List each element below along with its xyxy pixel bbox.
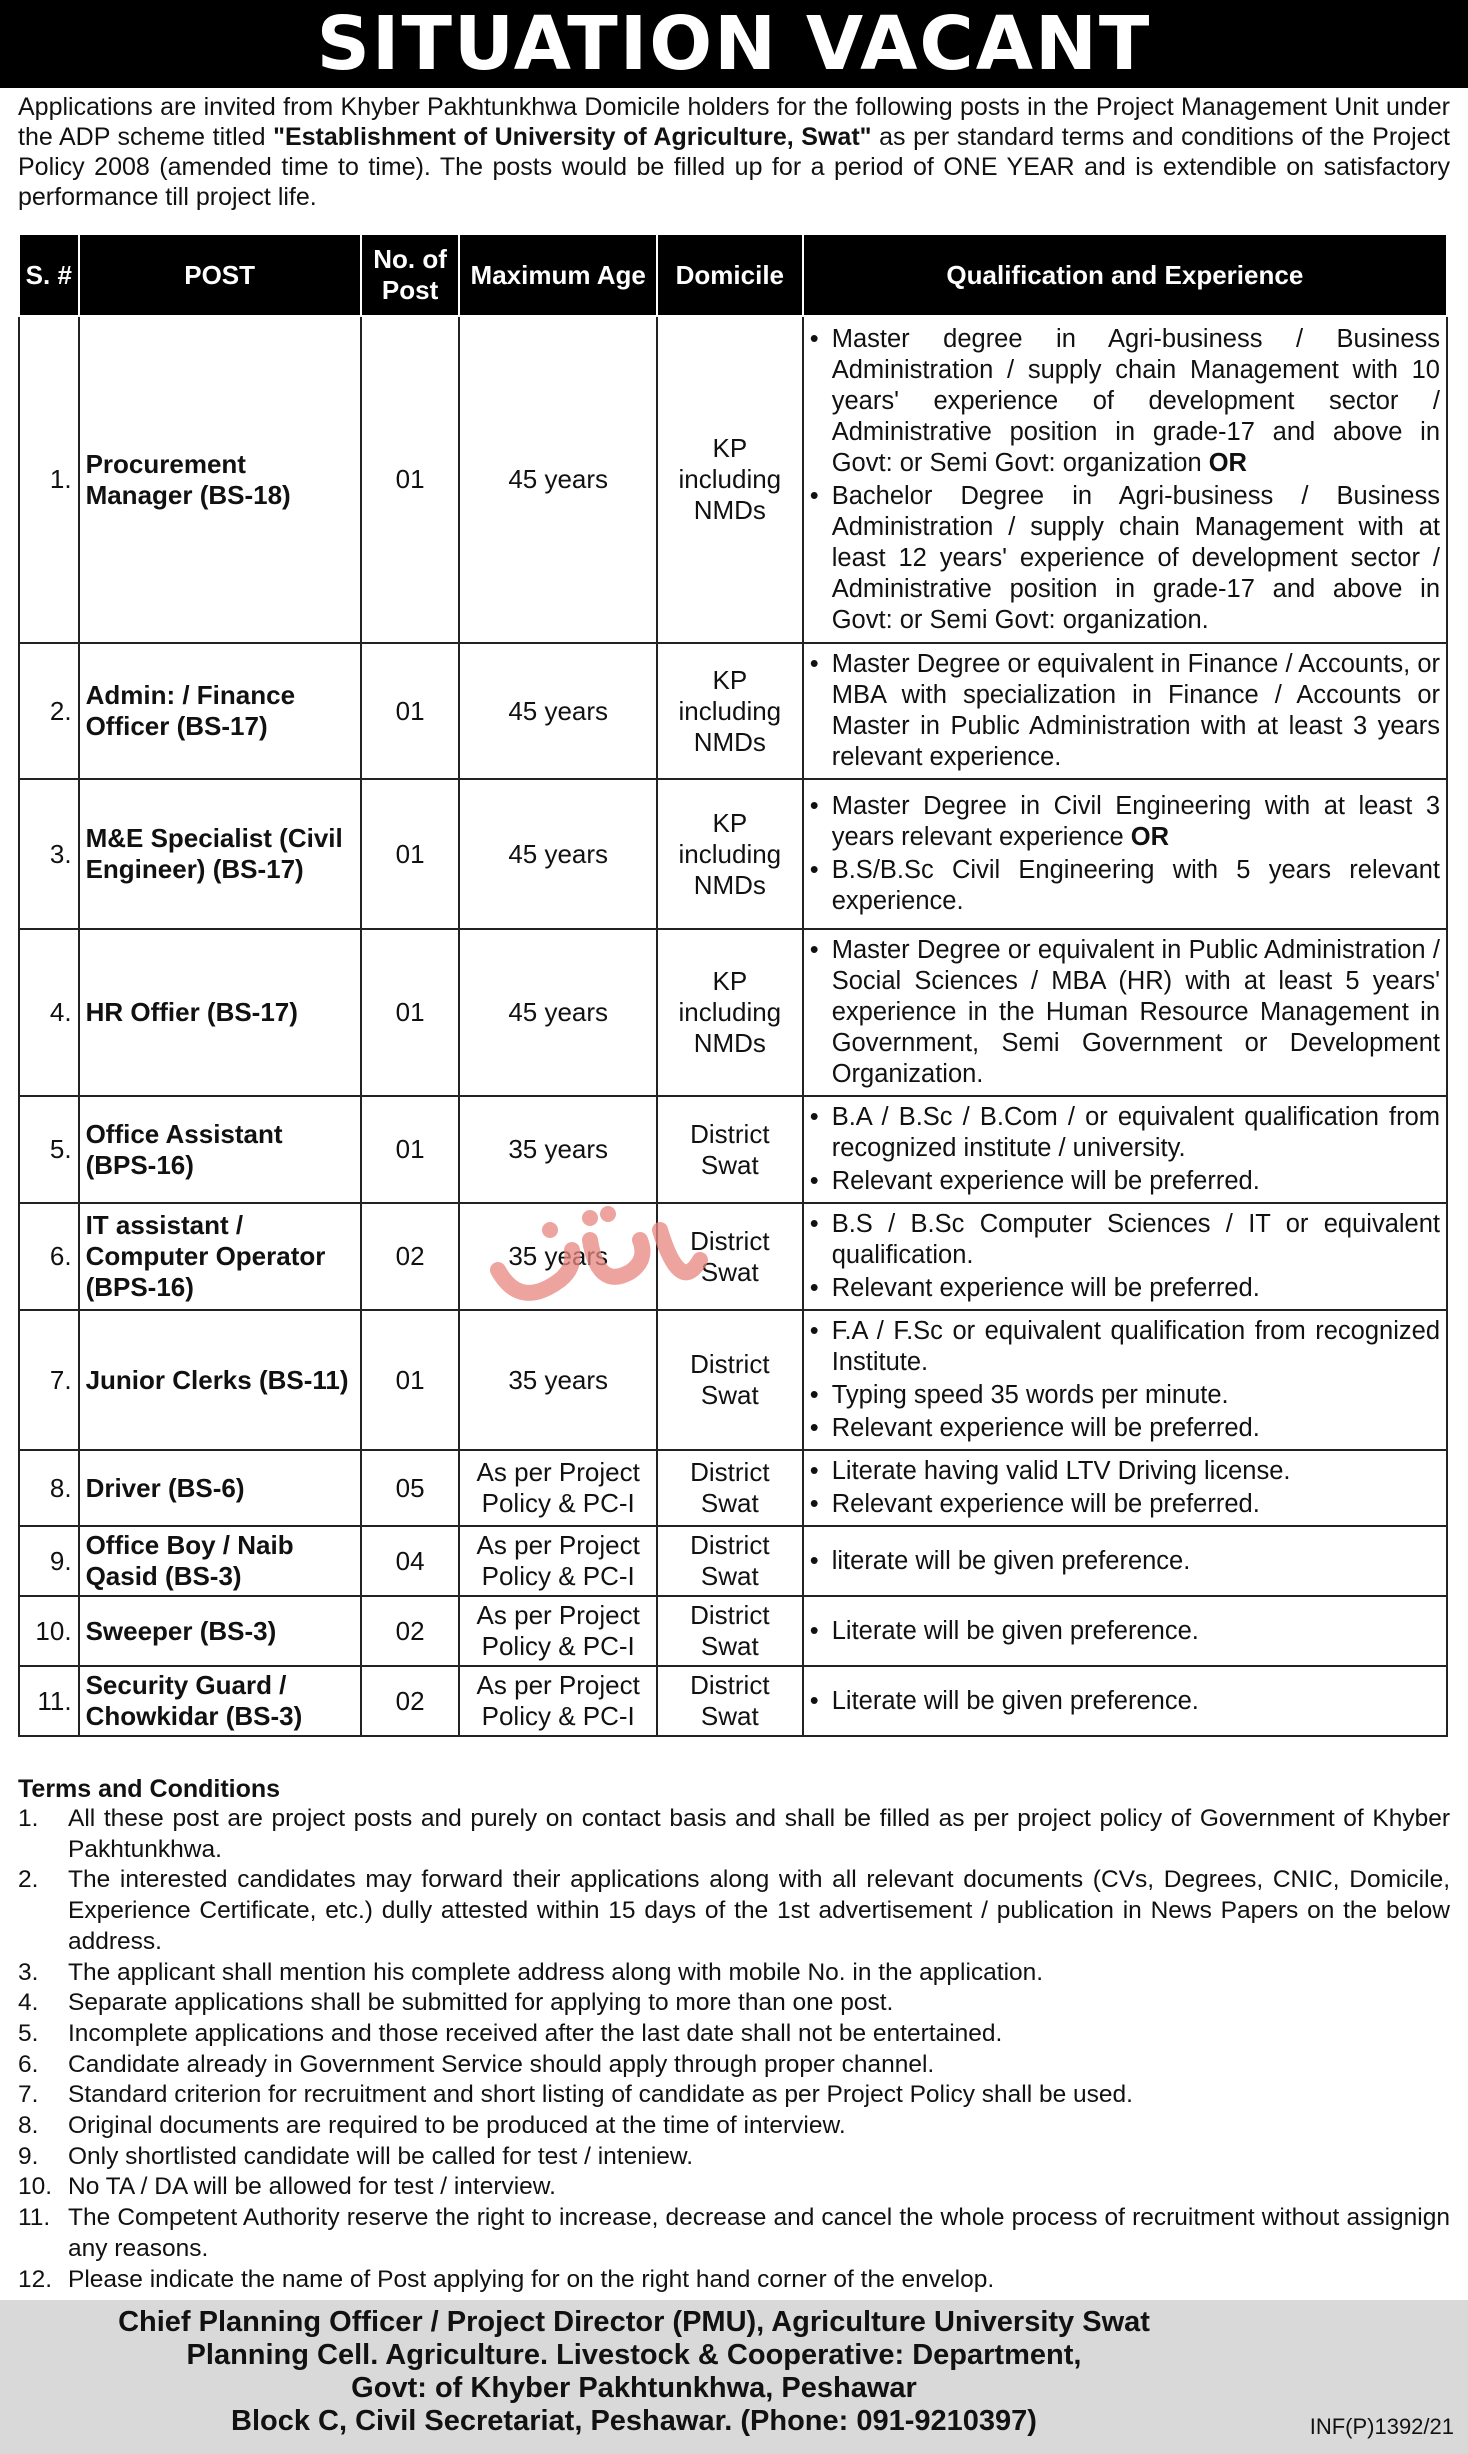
qualification-item (810, 1316, 1440, 1378)
bullet-icon: • (809, 1167, 819, 1195)
table-row (19, 1526, 1447, 1596)
term-item (18, 1958, 1450, 1989)
posts-table (18, 233, 1448, 1737)
terms-list (18, 1804, 1450, 2295)
term-text: Please indicate the name of Post applying for on the right hand corner of the envelop. (68, 2265, 995, 2293)
qualification-or: OR (1208, 448, 1247, 477)
row-qualifications (803, 1450, 1447, 1526)
table-row (19, 643, 1447, 779)
term-number: 6. (18, 2050, 39, 2078)
row-post-count: 01 (361, 643, 460, 779)
row-max-age: 45 years (459, 316, 657, 643)
term-text: Standard criterion for recruitment and short listing of candidate as per Project Policy shall be used. (68, 2081, 1133, 2109)
row-max-age: 45 years (459, 779, 657, 929)
term-text: The interested candidates may forward their applications along with all relevant documents (CVs, Degrees, CNIC, Domicile, Experience Certificate, etc.) dully attested within 15 days of the 1st advertisement / publication in News Papers on the below address. (68, 1866, 1450, 1955)
row-max-age: As per Project Policy & PC-I (459, 1666, 657, 1736)
bullet-icon: • (809, 481, 819, 510)
row-serial: 7. (19, 1310, 79, 1450)
bullet-icon: • (809, 1490, 819, 1518)
row-domicile: District Swat (657, 1666, 803, 1736)
qualification-text: F.A / F.Sc or equivalent qualification from recognized Institute. (831, 1317, 1440, 1376)
row-post-count: 01 (361, 316, 460, 643)
row-serial: 8. (19, 1450, 79, 1526)
intro-text-1: Applications are invited from Khyber Pakhtunkhwa Domicile holders for the following posts in the Project Management Unit under the ADP scheme titled (18, 93, 1450, 151)
row-serial: 5. (19, 1096, 79, 1203)
intro-paragraph (18, 92, 1450, 212)
term-number: 3. (18, 1958, 39, 1986)
row-post: Office Boy / Naib Qasid (BS-3) (79, 1526, 361, 1596)
row-post: Driver (BS-6) (79, 1450, 361, 1526)
term-item (18, 1865, 1450, 1957)
qualification-text: literate will be given preference. (831, 1546, 1191, 1575)
row-post: Procurement Manager (BS-18) (79, 316, 361, 643)
row-serial: 6. (19, 1203, 79, 1310)
qualification-item (810, 791, 1440, 853)
term-number: 5. (18, 2019, 39, 2047)
term-item (18, 2172, 1450, 2203)
row-domicile: KP including NMDs (657, 643, 803, 779)
term-number: 7. (18, 2081, 39, 2109)
row-post: Admin: / Finance Officer (BS-17) (79, 643, 361, 779)
qualification-text: Master Degree or equivalent in Finance / Accounts, or MBA with specialization in Finance / Accounts or Master in Public Administration with at least 3 years relevant experience. (831, 650, 1440, 771)
term-text: No TA / DA will be allowed for test / interview. (68, 2173, 556, 2201)
qualification-item (810, 1166, 1440, 1197)
qualification-or: OR (1130, 823, 1170, 851)
qualification-item (810, 1380, 1440, 1411)
title-banner (0, 0, 1468, 88)
qualification-text: Literate will be given preference. (831, 1686, 1199, 1715)
row-post-count: 02 (361, 1666, 460, 1736)
intro-text-2: as per standard terms and conditions of the Project Policy 2008 (amended time to time). The posts would be filled up for a period of ONE YEAR and is extendible on satisfactory performance till project life. (18, 123, 1450, 211)
qualification-item (810, 1686, 1440, 1717)
qualification-text: Relevant experience will be preferred. (831, 1167, 1260, 1195)
qualification-text: Bachelor Degree in Agri-business / Business Administration / supply chain Management with at least 12 years' experience of development sector / Administrative position in grade-17 and above in Govt: or Semi Govt: organization. (831, 481, 1440, 634)
row-post-count: 04 (361, 1526, 460, 1596)
row-max-age: 35 years (459, 1203, 657, 1310)
row-qualifications (803, 1203, 1447, 1310)
row-qualifications (803, 929, 1447, 1096)
terms-section (18, 1774, 1450, 2295)
qualification-text: Typing speed 35 words per minute. (831, 1381, 1229, 1409)
term-item (18, 2019, 1450, 2050)
qualification-item (810, 1546, 1440, 1577)
qualification-item (810, 1102, 1440, 1164)
term-number: 4. (18, 1989, 39, 2017)
table-row (19, 1666, 1447, 1736)
header-post: POST (79, 234, 361, 316)
row-serial: 10. (19, 1596, 79, 1666)
table-row (19, 1596, 1447, 1666)
qualification-text: B.S / B.Sc Computer Sciences / IT or equivalent qualification. (831, 1210, 1440, 1269)
row-max-age: 45 years (459, 929, 657, 1096)
qualification-item (810, 1273, 1440, 1304)
bullet-icon: • (809, 936, 819, 964)
row-qualifications (803, 1310, 1447, 1450)
term-text: The Competent Authority reserve the right to increase, decrease and cancel the whole process of recruitment without assignign any reasons. (68, 2204, 1450, 2262)
term-item (18, 1804, 1450, 1865)
row-domicile: District Swat (657, 1526, 803, 1596)
header-domicile: Domicile (657, 234, 803, 316)
qualification-text: Relevant experience will be preferred. (831, 1274, 1260, 1302)
row-post-count: 02 (361, 1596, 460, 1666)
qualification-text: Master Degree or equivalent in Public Administration / Social Sciences / MBA (HR) with at least 5 years' experience in the Human Resource Management in Government, Semi Government or Development Organization. (831, 936, 1440, 1088)
row-qualifications (803, 1666, 1447, 1736)
term-item (18, 2080, 1450, 2111)
term-number: 1. (18, 1805, 39, 1832)
bullet-icon: • (809, 1381, 819, 1409)
bullet-icon: • (809, 1103, 819, 1131)
row-domicile: District Swat (657, 1450, 803, 1526)
row-qualifications (803, 643, 1447, 779)
term-number: 10. (18, 2173, 53, 2201)
row-post-count: 01 (361, 1096, 460, 1203)
header-sn: S. # (19, 234, 79, 316)
row-max-age: 35 years (459, 1096, 657, 1203)
qualification-text: Literate will be given preference. (831, 1616, 1199, 1645)
qualification-text: Literate having valid LTV Driving license. (831, 1457, 1291, 1485)
row-serial: 2. (19, 643, 79, 779)
table-row (19, 1096, 1447, 1203)
row-post-count: 01 (361, 779, 460, 929)
term-item (18, 2050, 1450, 2081)
header-qualification: Qualification and Experience (803, 234, 1447, 316)
qualification-item (810, 649, 1440, 773)
bullet-icon: • (809, 1210, 819, 1238)
qualification-text: Master Degree in Civil Engineering with at least 3 years relevant experience (831, 792, 1440, 851)
footer-line: Govt: of Khyber Pakhtunkhwa, Peshawar (351, 2372, 917, 2404)
row-qualifications (803, 316, 1447, 643)
qualification-text: B.S/B.Sc Civil Engineering with 5 years relevant experience. (831, 856, 1440, 915)
term-text: Original documents are required to be produced at the time of interview. (68, 2112, 846, 2140)
qualification-item (810, 1456, 1440, 1487)
table-row (19, 779, 1447, 929)
bullet-icon: • (809, 1457, 819, 1485)
footer-line: Chief Planning Officer / Project Director (PMU), Agriculture University Swat (118, 2306, 1150, 2338)
bullet-icon: • (809, 1274, 819, 1302)
row-serial: 4. (19, 929, 79, 1096)
bullet-icon: • (809, 792, 819, 820)
row-serial: 1. (19, 316, 79, 643)
term-text: All these post are project posts and purely on contact basis and shall be filled as per project policy of Government of Khyber Pakhtunkhwa. (68, 1805, 1450, 1863)
row-domicile: District Swat (657, 1596, 803, 1666)
footer-line: Planning Cell. Agriculture. Livestock & Cooperative: Department, (186, 2339, 1082, 2371)
row-post: Junior Clerks (BS-11) (79, 1310, 361, 1450)
row-domicile: District Swat (657, 1203, 803, 1310)
header-count: No. of Post (361, 234, 460, 316)
header-age: Maximum Age (459, 234, 657, 316)
footer-lines (0, 2306, 1468, 2438)
row-max-age: As per Project Policy & PC-I (459, 1450, 657, 1526)
row-post-count: 02 (361, 1203, 460, 1310)
qualification-item (810, 1209, 1440, 1271)
row-max-age: 35 years (459, 1310, 657, 1450)
footer-line: Block C, Civil Secretariat, Peshawar. (Phone: 091-9210397) (231, 2405, 1037, 2437)
row-post-count: 05 (361, 1450, 460, 1526)
term-text: Incomplete applications and those received after the last date shall not be entertained. (68, 2019, 1003, 2047)
term-item (18, 2265, 1450, 2296)
row-max-age: 45 years (459, 643, 657, 779)
row-post: Security Guard / Chowkidar (BS-3) (79, 1666, 361, 1736)
qualification-item (810, 1413, 1440, 1444)
term-item (18, 1988, 1450, 2019)
qualification-item (810, 1616, 1440, 1647)
table-row (19, 316, 1447, 643)
term-number: 12. (18, 2265, 53, 2293)
newspaper-watermark-stamp (480, 1200, 710, 1320)
row-serial: 9. (19, 1526, 79, 1596)
row-qualifications (803, 779, 1447, 929)
row-post: HR Offier (BS-17) (79, 929, 361, 1096)
row-max-age: As per Project Policy & PC-I (459, 1526, 657, 1596)
row-post: Office Assistant (BPS-16) (79, 1096, 361, 1203)
term-item (18, 2203, 1450, 2264)
qualification-text: Relevant experience will be preferred. (831, 1490, 1260, 1518)
row-domicile: KP including NMDs (657, 316, 803, 643)
bullet-icon: • (809, 650, 819, 678)
bullet-icon: • (809, 1546, 819, 1575)
footer-address-block (0, 2300, 1468, 2454)
term-number: 8. (18, 2112, 39, 2140)
row-domicile: KP including NMDs (657, 929, 803, 1096)
term-number: 11. (18, 2204, 51, 2232)
row-qualifications (803, 1526, 1447, 1596)
term-text: Candidate already in Government Service should apply through proper channel. (68, 2050, 935, 2078)
table-row (19, 929, 1447, 1096)
row-post-count: 01 (361, 929, 460, 1096)
row-serial: 3. (19, 779, 79, 929)
bullet-icon: • (809, 1317, 819, 1345)
bullet-icon: • (809, 856, 819, 884)
bullet-icon: • (809, 1414, 819, 1442)
row-domicile: KP including NMDs (657, 779, 803, 929)
row-post: Sweeper (BS-3) (79, 1596, 361, 1666)
bullet-icon: • (809, 1616, 819, 1645)
term-item (18, 2142, 1450, 2173)
row-post: IT assistant / Computer Operator (BPS-16) (79, 1203, 361, 1310)
qualification-text: B.A / B.Sc / B.Com / or equivalent qualification from recognized institute / university. (831, 1103, 1440, 1162)
table-row (19, 1203, 1447, 1310)
row-serial: 11. (19, 1666, 79, 1736)
term-text: Separate applications shall be submitted for applying to more than one post. (68, 1989, 894, 2017)
row-domicile: District Swat (657, 1096, 803, 1203)
page-title: SITUATION VACANT (316, 1, 1152, 87)
term-item (18, 2111, 1450, 2142)
table-row (19, 1450, 1447, 1526)
row-qualifications (803, 1096, 1447, 1203)
terms-heading: Terms and Conditions (18, 1775, 281, 1803)
advert-reference: INF(P)1392/21 (1309, 2414, 1454, 2439)
qualification-item (810, 935, 1440, 1090)
row-qualifications (803, 1596, 1447, 1666)
row-post-count: 01 (361, 1310, 460, 1450)
qualification-item (810, 855, 1440, 917)
term-text: Only shortlisted candidate will be called for test / inteniew. (68, 2142, 694, 2170)
scheme-title: "Establishment of University of Agriculture, Swat" (273, 123, 872, 151)
term-number: 9. (18, 2142, 39, 2170)
bullet-icon: • (809, 324, 819, 353)
table-header-row (19, 234, 1447, 316)
qualification-item (810, 324, 1440, 479)
term-text: The applicant shall mention his complete address along with mobile No. in the application. (68, 1958, 1044, 1986)
qualification-text: Master degree in Agri-business / Business Administration / supply chain Management with 10 years' experience of development sector / Administrative position in grade-17 and above in Govt: or Semi Govt: organization (831, 324, 1440, 477)
row-post: M&E Specialist (Civil Engineer) (BS-17) (79, 779, 361, 929)
qualification-item (810, 1489, 1440, 1520)
term-number: 2. (18, 1866, 39, 1894)
row-domicile: District Swat (657, 1310, 803, 1450)
row-max-age: As per Project Policy & PC-I (459, 1596, 657, 1666)
table-row (19, 1310, 1447, 1450)
bullet-icon: • (809, 1686, 819, 1715)
qualification-text: Relevant experience will be preferred. (831, 1414, 1260, 1442)
qualification-item (810, 481, 1440, 636)
